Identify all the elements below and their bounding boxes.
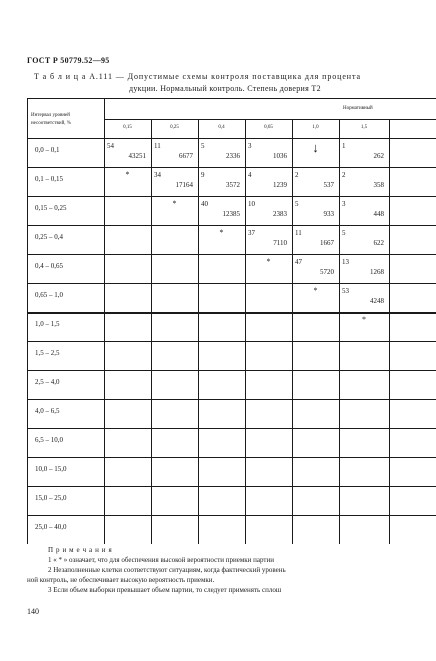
column-header: 0,25 [170,125,179,130]
cell-acceptance-value: 7110 [273,239,287,247]
cell-acceptance-value: 1268 [370,268,384,276]
column-header: 1,5 [360,125,368,130]
table-vertical-rule [389,119,390,544]
table-row-rule [27,312,436,314]
arrow-down-icon: ↓ [312,140,319,155]
cell-asterisk: * [219,228,224,237]
cell-sample-size: 47 [295,258,302,266]
cell-sample-size: 40 [201,200,208,208]
cell-acceptance-value: 537 [323,181,334,189]
note-line-2: 2 Незаполненные клетки соответствуют ситуациям, когда фактический уровень [48,566,286,574]
row-interval-label: 25,0 – 40,0 [35,523,67,531]
column-header: 1,0 [312,125,319,130]
standard-designation: ГОСТ Р 50779.52—95 [27,56,110,65]
cell-sample-size: 5 [201,142,205,150]
cell-sample-size: 54 [107,142,114,150]
cell-sample-size: 9 [201,171,205,179]
cell-acceptance-value: 5720 [320,268,334,276]
cell-acceptance-value: 17164 [175,181,193,189]
note-line-4: 3 Если объем выборки превышает объем партии, то следует применять сплош [48,586,282,594]
acceptance-table [27,98,436,544]
cell-acceptance-value: 622 [373,239,384,247]
table-caption-line-1: Т а б л и ц а А.111 — Допустимые схемы контроля поставщика для процента [34,72,361,81]
row-interval-label: 10,0 – 15,0 [35,465,67,473]
row-interval-label: 1,0 – 1,5 [35,320,60,328]
cell-sample-size: 4 [248,171,252,179]
table-border-left [27,98,28,544]
table-row-rule [27,196,436,197]
header-group-rule [104,119,436,120]
table-caption-line-2: дукции. Нормальный контроль. Степень доверия Т2 [129,84,321,93]
cell-acceptance-value: 1239 [273,181,287,189]
table-row-rule [27,341,436,342]
row-interval-label: 0,0 – 0,1 [35,146,60,154]
table-row-rule [27,254,436,255]
table-row-rule [27,167,436,168]
cell-asterisk: * [266,257,271,266]
header-bottom-rule [27,138,436,139]
cell-acceptance-value: 2336 [226,152,240,160]
table-row-rule [27,399,436,400]
column-header: 0,4 [218,125,225,130]
cell-acceptance-value: 12385 [222,210,240,218]
notes-title: П р и м е ч а н и я [48,546,113,554]
table-row-rule [27,225,436,226]
cell-asterisk: * [362,315,366,324]
corner-label-line-2: несоответствий, % [31,121,71,126]
table-row-rule [27,283,436,284]
row-interval-label: 2,5 – 4,0 [35,378,60,386]
cell-sample-size: 2 [342,171,346,179]
cell-acceptance-value: 1667 [320,239,334,247]
row-interval-label: 0,15 – 0,25 [35,204,67,212]
cell-sample-size: 1 [342,142,346,150]
cell-acceptance-value: 4248 [370,297,384,305]
row-interval-label: 0,1 – 0,15 [35,175,63,183]
row-interval-label: 6,5 – 10,0 [35,436,63,444]
page-number: 140 [27,607,39,616]
cell-asterisk: * [172,199,177,208]
cell-sample-size: 13 [342,258,349,266]
cell-acceptance-value: 3572 [226,181,240,189]
note-line-1: 1 « * » означает, что для обеспечения высокой вероятности приемки партии [48,556,274,564]
cell-asterisk: * [125,170,130,179]
cell-acceptance-value: 43251 [128,152,146,160]
cell-sample-size: 3 [342,200,346,208]
cell-sample-size: 53 [342,287,349,295]
column-header: 0,65 [264,125,273,130]
table-row-rule [27,486,436,487]
row-interval-label: 15,0 – 25,0 [35,494,67,502]
row-interval-label: 0,65 – 1,0 [35,291,63,299]
cell-sample-size: 11 [295,229,302,237]
cell-sample-size: 2 [295,171,299,179]
group-header-label: Нормативный [343,106,373,111]
cell-sample-size: 10 [248,200,255,208]
cell-acceptance-value: 358 [373,181,384,189]
cell-sample-size: 34 [154,171,161,179]
table-row-rule [27,515,436,516]
cell-sample-size: 11 [154,142,161,150]
cell-acceptance-value: 1036 [273,152,287,160]
table-row-rule [27,457,436,458]
row-interval-label: 1,5 – 2,5 [35,349,60,357]
table-row-rule [27,370,436,371]
cell-sample-size: 3 [248,142,252,150]
cell-acceptance-value: 933 [323,210,334,218]
column-header: 0,15 [123,125,132,130]
note-line-3: ной контроль, не обеспечивает высокую вероятность приемки. [27,576,215,584]
row-interval-label: 0,4 – 0,65 [35,262,63,270]
table-vertical-rule [104,98,105,544]
cell-sample-size: 37 [248,229,255,237]
cell-acceptance-value: 448 [373,210,384,218]
cell-sample-size: 5 [342,229,346,237]
table-row-rule [27,428,436,429]
cell-acceptance-value: 2383 [273,210,287,218]
cell-acceptance-value: 6677 [179,152,193,160]
cell-sample-size: 5 [295,200,299,208]
corner-label-line-1: Интервал уровней [31,113,70,118]
cell-asterisk: * [313,286,318,295]
row-interval-label: 0,25 – 0,4 [35,233,63,241]
cell-acceptance-value: 262 [373,152,384,160]
table-border-top [27,98,436,99]
row-interval-label: 4,0 – 6,5 [35,407,60,415]
